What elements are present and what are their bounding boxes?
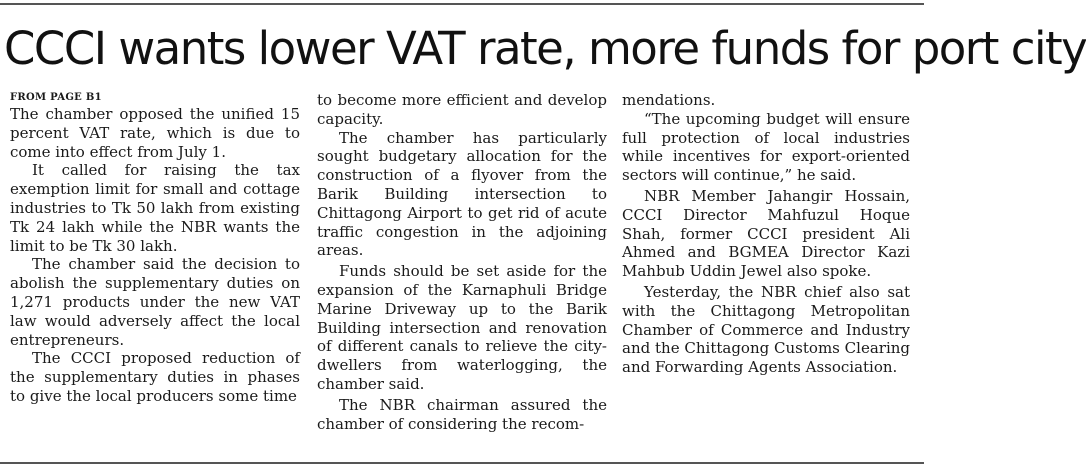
top-rule <box>0 3 924 5</box>
paragraph-1: The chamber opposed the unified 15 percent VAT rate, which is due to come into effect from July 1. <box>10 105 300 161</box>
paragraph-5: The chamber has particularly sought budgetary allocation for the construction of a flyover from the Barik Building intersection to Chittagong Airport to get rid of acute traffic congestion in the adjoining areas. <box>317 128 607 260</box>
paragraph-7-end: mendations. <box>622 91 716 109</box>
kicker: FROM PAGE B1 <box>10 92 102 103</box>
paragraph-3: The chamber said the decision to abolish the supplementary duties on 1,271 products under the new VAT law would adversely affect the local entrepreneurs. <box>10 255 300 349</box>
article-column-1 <box>10 92 300 406</box>
article-column-3 <box>622 91 910 377</box>
paragraph-10: Yesterday, the NBR chief also sat with the Chittagong Metropolitan Chamber of Commerce and Industry and the Chittagong Customs Clearing and Forwarding Agents Association. <box>622 282 910 377</box>
bottom-rule <box>0 462 924 464</box>
article-column-2 <box>317 91 607 433</box>
paragraph-2: It called for raising the tax exemption limit for small and cottage industries to Tk 50 lakh from existing Tk 24 lakh while the NBR wants the limit to be Tk 30 lakh. <box>10 161 300 255</box>
paragraph-9: NBR Member Jahangir Hossain, CCCI Director Mahfuzul Hoque Shah, former CCCI president Ali Ahmed and BGMEA Director Kazi Mahbub Uddin Jewel also spoke. <box>622 186 910 281</box>
paragraph-8: “The upcoming budget will ensure full protection of local industries while incentives for export-oriented sectors will continue,” he said. <box>622 109 910 185</box>
paragraph-6: Funds should be set aside for the expansion of the Karnaphuli Bridge Marine Driveway up to the Barik Building intersection and renovation of different canals to relieve the city-dwellers from waterlogging, the chamber said. <box>317 262 607 393</box>
headline: CCCI wants lower VAT rate, more funds for port city <box>4 22 1086 75</box>
paragraph-4-start: The CCCI proposed reduction of the supplementary duties in phases to give the local producers some time <box>10 349 300 405</box>
paragraph-4-end: to become more efficient and develop capacity. <box>317 91 607 128</box>
paragraph-7-start: The NBR chairman assured the chamber of considering the recom- <box>317 395 607 433</box>
